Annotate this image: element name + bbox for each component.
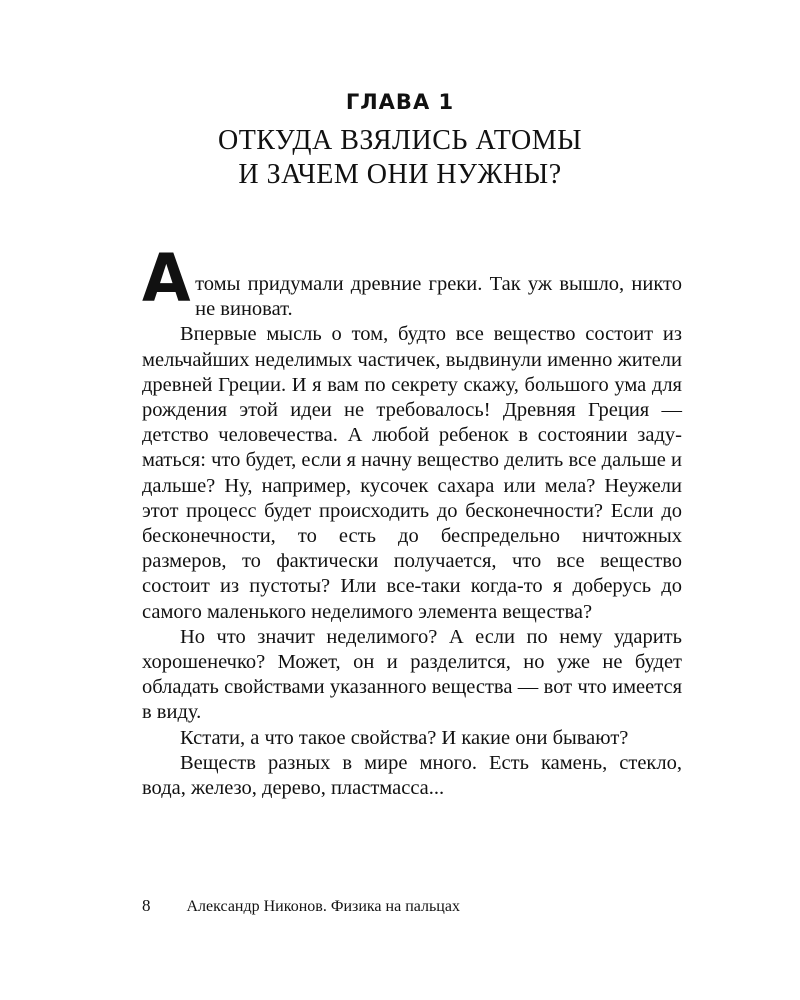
paragraph-1	[142, 240, 682, 322]
paragraph-4: Кстати, а что такое свойства? И какие они бывают?	[180, 726, 629, 749]
page-footer	[142, 896, 682, 917]
page-number: 8	[142, 896, 151, 915]
drop-cap: А	[142, 240, 191, 317]
paragraph-5: Веществ разных в мире много. Есть камень, стекло, вода, железо, дерево, пластмасса...	[142, 751, 682, 800]
body-text	[142, 240, 682, 801]
chapter-title	[0, 124, 800, 192]
paragraph-2: Впервые мысль о том, будто все вещество состоит из мельчайших неделимых частичек, выдвинули именно жители древней Греции. И я вам по секрету скажу, большого ума для рождения этой идеи не требовалось! Древняя Греция — детство человечества. А любой ребенок в состоянии задуматься: что будет, если я начну вещество делить все дальше и дальше? Ну, например, кусочек сахара или мела? Неужели этот процесс будет происходить до бесконечности? Если до бесконечности, то есть до беспредельно ничтожных размеров, то фактически получается, что все вещество состоит из пустоты? Или все-таки когда-то я доберусь до самого маленького неделимого элемента вещества?	[142, 323, 682, 623]
running-title: Александр Никонов. Физика на пальцах	[186, 898, 460, 915]
chapter-title-line-2: И ЗАЧЕМ ОНИ НУЖНЫ?	[238, 159, 562, 190]
paragraph-1-text: томы придумали древние греки. Так уж вышло, никто не виноват.	[195, 273, 682, 321]
paragraph-3: Но что значит неделимого? А если по нему ударить хорошенечко? Может, он и разделится, но уже не будет обладать свойствами указанного вещества — вот что имеется в виду.	[142, 625, 682, 724]
chapter-label: ГЛАВА 1	[345, 90, 455, 114]
chapter-title-line-1: ОТКУДА ВЗЯЛИСЬ АТОМЫ	[217, 125, 583, 156]
